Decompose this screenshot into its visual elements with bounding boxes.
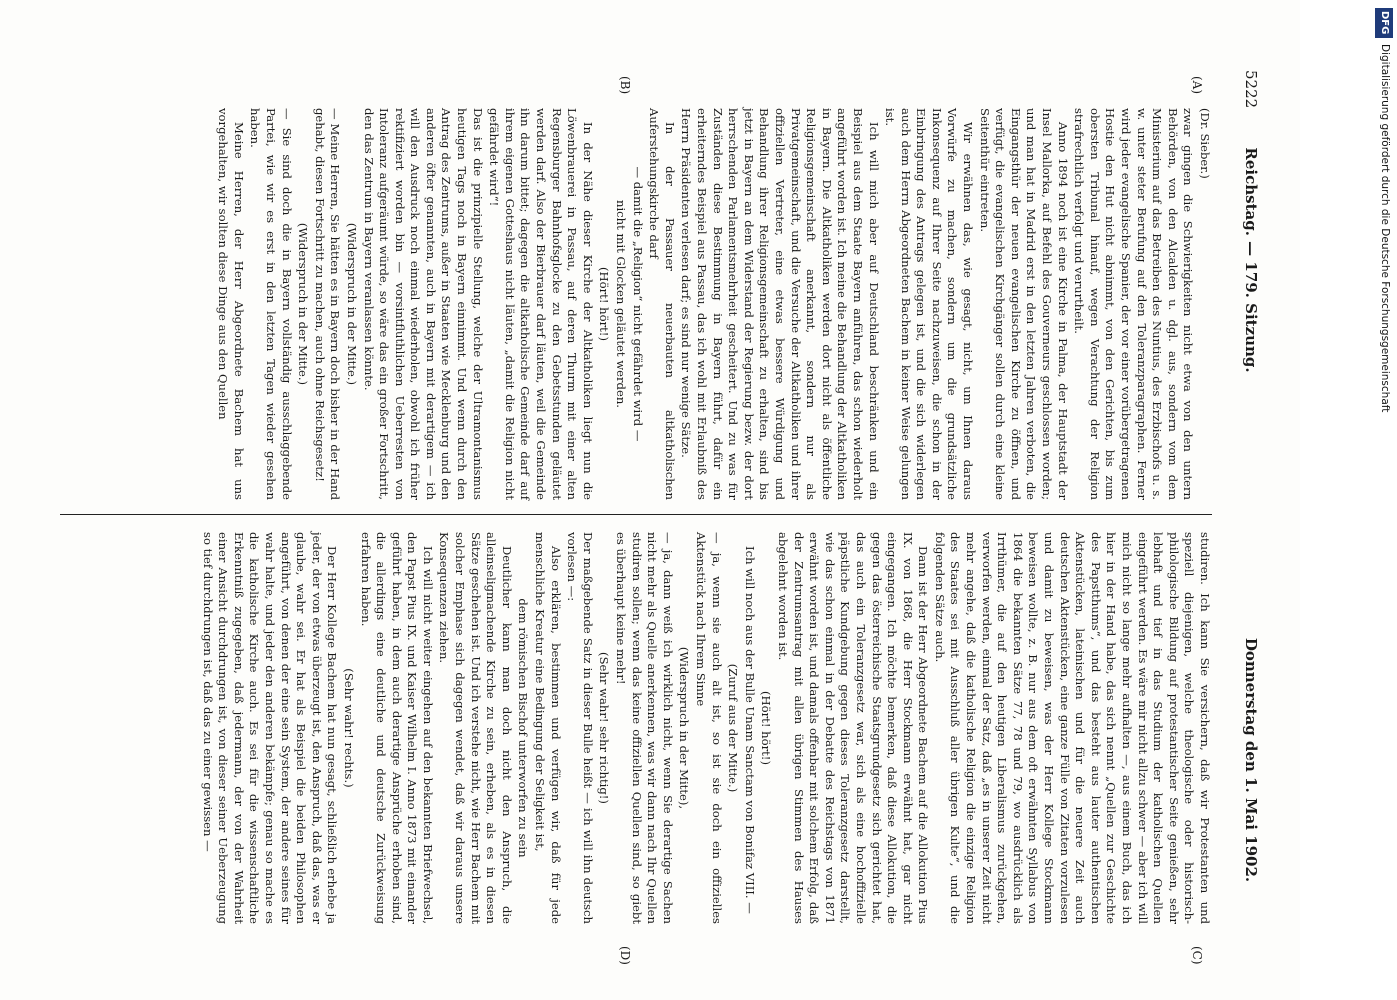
interjection: (Zuruf aus der Mitte.): [726, 663, 741, 793]
margin-marker-d: (D): [618, 946, 632, 965]
quotation: In der Passauer neuerbauten altkatholischen Auferstehungskirche darf: [647, 108, 677, 500]
attribution-strip: [1371, 0, 1397, 1000]
paragraph: studiren. Ich kann Sie versichern, daß wir Protestanten und speziell diejenigen, welche theologische oder historisch-philologische Bildung auf protestantischer Seite genießen, sehr lebhaft und tief in das Studium der katholischen Quellen eingeführt werden. Es wäre mir nicht allzu schwer — aber ich will mich nicht so lange mehr aufhalten —, aus einem Buch, das ich hier in der Hand habe, das sich nennt „Quellen zur Geschichte des Papstthums“, und das besteht aus lauter authentischen Aktenstücken, lateinischen und für die neuere Zeit auch deutschen Aktenstücken, eine ganze Fülle von Zitaten vorzulesen und damit zu beweisen, was der Herr Kollege Stockmann beweisen wollte, z. B. nur aus dem oft erwähnten Syllabus von 1864 die bekannten Sätze 77, 78 und 79, wo ausdrücklich als Irrthümer, die auf den heutigen Liberalismus zurückgehen, verworfen werden, einmal der Satz, daß „es in unserer Zeit nicht mehr angehe, daß die katholische Religion die einzige Religion des Staates sei mit Ausschluß aller übrigen Kulte“, und die folgenden Sätze auch.: [932, 532, 1212, 924]
paragraph: Anno 1894 noch ist eine Kirche in Palma, der Hauptstadt der Insel Mallorka, auf Befehl des Gouverneurs geschlossen worden; und man hat in Madrid erst in den letzten Jahren verboten, die Eingangsthür der neuen evangelischen Kirche zu öffnen, und verfügt, die evangelischen Kirchgänger sollen durch eine kleine Seitenthür eintreten.: [977, 108, 1070, 500]
paragraph: Deutlicher kann man doch nicht den Anspruch, die alleinseligmachende Kirche zu sein, erheben, als es in diesen Sätze geschehen ist. Und ich verstehe nicht, wie Herr Bachem mit solcher Emphase sich dagegen wendet, daß wir daraus unsere Konsequenzen ziehen.: [437, 532, 514, 924]
interjection: (Sehr wahr! sehr richtig!): [597, 652, 612, 804]
paragraph: Meine Herren, der Herr Abgeordnete Bachem hat uns vorgehalten, wir sollten diese Dinge aus den Quellen: [216, 108, 246, 500]
interjection: (Widerspruch in der Mitte),: [677, 646, 692, 810]
left-column: [60, 108, 1212, 500]
margin-marker-a: (A): [1190, 76, 1204, 95]
dfg-logo: DFG: [1375, 8, 1393, 38]
quotation: dem römischen Bischof unterworfen zu sein: [516, 598, 531, 858]
speaker-label: (Dr. Sieber.): [1198, 108, 1212, 179]
page-number: 5222: [1242, 70, 1260, 109]
margin-marker-b: (B): [618, 76, 632, 95]
paragraph: — Meine Herren, Sie hätten es in Bayern doch bisher in der Hand gehabt, diesen Fortschritt zu machen, auch ohne Reichsgesetz!: [312, 108, 343, 500]
margin-marker-c: (C): [1190, 946, 1204, 965]
paragraph: Ich will noch aus der Bulle Unam Sanctam von Bonifaz VIII. —: [742, 546, 757, 914]
left-running-title: Reichstag. — 179. Sitzung.: [1242, 147, 1260, 373]
paragraph: In der Nähe dieser Kirche der Altkatholiken liegt nun die Löwenbrauerei in Passau, auf deren Thurm mit einer alten Regensburger Bahnhofsglocke zu den Gebetsstunden geläutet werden darf. Also der Bierbrauer darf läuten, weil die Gemeinde ihn darum bittet; dagegen die altkatholische Gemeinde darf auf ihrem eigenen Gotteshaus nicht läuten, „damit die Religion nicht gefährdet wird“!: [487, 108, 595, 500]
quotation: Also erklären, bestimmen und verfügen wir, daß für jede menschliche Kreatur eine Bedingung der Seligkeit ist,: [533, 532, 563, 924]
column-divider: [60, 514, 1212, 515]
paragraph: Wir erwähnen das, wie gesagt, nicht, um Ihnen daraus Vorwürfe zu machen, sondern um die grundsätzliche Inkonsequenz auf Ihrer Seite nachzuweisen, die schon in der Einbringung des Antrags gelegen ist, und die sich widerlegen auch dem Herrn Abgeordneten Bachem in keiner Weise gelungen ist.: [883, 108, 976, 500]
paragraph: Das ist die prinzipielle Stellung, welche der Ultramontanismus heutigen Tags noch in Bayern einnimmt. Und wenn durch den Antrag des Zentrums, außer in Staaten wie Mecklenburg und den anderen öfter genannten, auch in Bayern mit derartigem — ich will den Ausdruck noch einmal wiederholen, obwohl ich früher rektifiziert worden bin — vorsintfluthlichen Ueberresten von Intoleranz aufgeräumt würde, so wäre das ein großer Fortschritt, den das Zentrum in Bayern veranlassen könnte.: [361, 108, 485, 500]
paragraph: — ja, wenn sie auch alt ist, so ist sie doch ein offizielles Aktenstück nach Ihrem Sinne: [694, 532, 724, 924]
page-header: [1234, 70, 1260, 930]
interjection: (Sehr wahr! rechts.): [341, 668, 356, 788]
right-column: [60, 532, 1212, 924]
attribution-text: Digitalisierung gefördert durch die Deutsche Forschungsgemeinschaft: [1379, 44, 1391, 413]
paragraph: Der maßgebende Satz in dieser Bulle heißt — ich will ihn deutsch vorlesen —:: [565, 532, 595, 924]
interjection: (Widerspruch in der Mitte.): [344, 222, 359, 386]
interjection: (Widerspruch in der Mitte.): [296, 222, 311, 386]
interjection: (Hört! hört!): [597, 267, 612, 341]
paragraph: Ich will nicht weiter eingehen auf den bekannten Briefwechsel, den Papst Pius IX. und Kaiser Wilhelm I. Anno 1873 mit einander geführt haben, in dem auch derartige Ansprüche erhoben sind, die allerdings eine deutliche und deutsche Zurückweisung erfahren haben.: [358, 532, 435, 924]
paragraph: Ich will mich aber auf Deutschland beschränken und ein Beispiel aus dem Staate Bayern anführen, das schon wiederholt angeführt worden ist. Ich meine die Behandlung der Altkatholiken in Bayern. Die Altkatholiken werden dort nicht als öffentliche Religionsgemeinschaft anerkannt, sondern nur als Privatgemeinschaft, und die Versuche der Altkatholiken und ihrer offiziellen Vertreter, eine etwas bessere Würdigung und Behandlung ihrer Religionsgemeinschaft zu erhalten, sind bis jetzt in Bayern an dem Widerstand der Regierung bezw. der dort herrschenden Parlamentsmehrheit gescheitert. Und zu was für Zuständen diese Bestimmung in Bayern führt, dafür ein erheiterndes Beispiel aus Passau, das ich wohl mit Erlaubniß des Herrn Präsidenten verlesen darf; es sind nur wenige Sätze.: [679, 108, 881, 500]
paragraph: — Sie sind doch die in Bayern vollständig ausschlaggebende Partei, wie wir es erst in den letzten Tagen wieder gesehen haben.: [248, 108, 294, 500]
paragraph: zwar gingen die Schwierigkeiten nicht etwa von den untern Behörden, von den Alcalden u. dgl. aus, sondern vom dem Ministerium auf das Betreiben des Nuntius, des Erzbischofs u. s. w. unter steter Berufung auf den Toleranzparagraphen. Ferner wird jeder evangelische Spanier, der vor einer vorübergetragenen Hostie den Hut nicht abnimmt, von den Gerichten, bis zum obersten Tribunal hinauf, wegen Verachtung der Religion strafrechtlich verfolgt und verurtheilt.: [1072, 108, 1196, 500]
right-running-title: Donnerstag den 1. Mai 1902.: [1242, 637, 1260, 883]
paragraph: Der Herr Kollege Bachem hat nun gesagt, schließlich erhebe ja jeder, der von etwas überzeugt ist, den Anspruch, daß das, was er glaube, wahr sei. Er hat als Beispiel die beiden Philosophen angeführt, von denen der eine sein System, der andere seines für wahr halte, und jeder den anderen bekämpfe; genau so mache es die katholische Kirche auch. Es sei für die wissenschaftliche Erkenntniß zugegeben, daß jedermann, der von der Wahrheit einer Ansicht durchdrungen ist, von dieser seiner Ueberzeugung so tief durchdrungen ist, daß das zu einer gewissen —: [200, 532, 340, 924]
quotation: nicht mit Glocken geläutet werden.: [614, 199, 629, 408]
quotation: — damit die „Religion“ nicht gefährdet wird —: [630, 166, 645, 442]
interjection: (Hört! hört!): [759, 691, 774, 765]
paragraph: — ja, dann weiß ich wirklich nicht, wenn Sie derartige Sachen nicht mehr als Quelle anerkennen, was wir dann nach Ihr Quellen studiren sollen; wenn das keine offiziellen Quellen sind, so giebt es überhaupt keine mehr!: [614, 532, 675, 924]
paragraph: Dann ist der Herr Abgeordnete Bachem auf die Allokution Pius IX. von 1868, die Herr Stockmann erwähnt hat, gar nicht eingegangen. Ich möchte bemerken, daß diese Allokution, die gegen das österreichische Staatsgrundgesetz sich gerichtet hat, das auch ein Toleranzgesetz war, sich als eine hochoffizielle päpstliche Kundgebung gegen dieses Toleranzgesetz darstellt, wie das schon einmal in der Debatte des Reichstags von 1871 erwähnt worden ist, und damals offenbar mit solchem Erfolg, daß der Zentrumsantrag mit allen übrigen Stimmen des Hauses abgelehnt worden ist.: [775, 532, 931, 924]
